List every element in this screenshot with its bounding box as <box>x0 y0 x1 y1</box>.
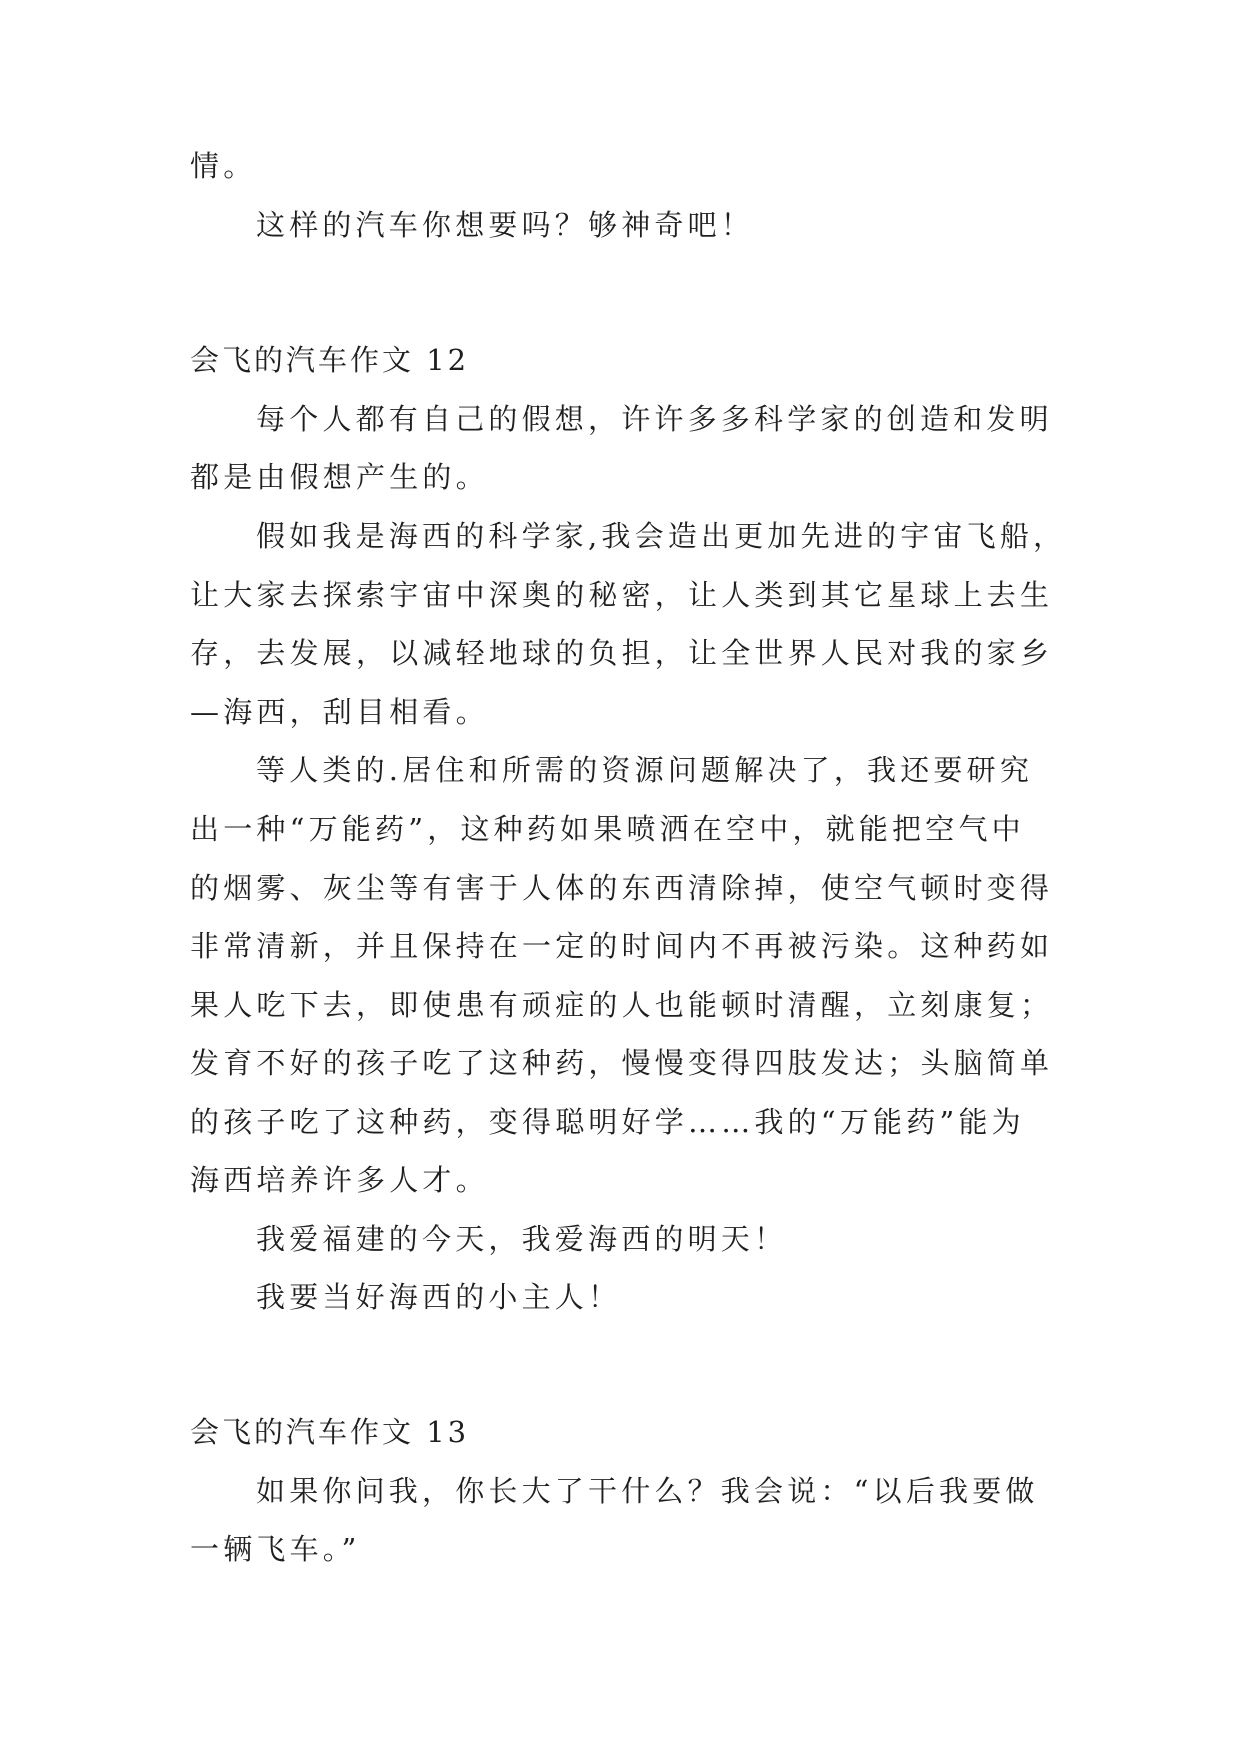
text-line: 的烟雾、灰尘等有害于人体的东西清除掉，使空气顿时变得 <box>190 871 1054 905</box>
text-line: 让大家去探索宇宙中深奥的秘密，让人类到其它星球上去生 <box>190 578 1054 612</box>
text-line: 出一种“万能药”，这种药如果喷洒在空中，就能把空气中 <box>190 812 1025 846</box>
text-line: 如果你问我，你长大了干什么？我会说：“以后我要做 <box>256 1474 1039 1508</box>
text-line: 存，去发展，以减轻地球的负担，让全世界人民对我的家乡 <box>190 636 1054 670</box>
text-line: 情。 <box>190 149 257 183</box>
text-line: 一辆飞车。” <box>190 1532 361 1566</box>
text-line: 都是由假想产生的。 <box>190 460 489 494</box>
text-line: 我爱福建的今天，我爱海西的明天！ <box>256 1222 788 1256</box>
text-line: 等人类的.居住和所需的资源问题解决了，我还要研究 <box>256 753 1034 787</box>
text-line: —海西，刮目相看。 <box>190 695 489 729</box>
text-line: 假如我是海西的科学家,我会造出更加先进的宇宙飞船， <box>256 519 1067 553</box>
text-line: 这样的汽车你想要吗？够神奇吧！ <box>256 208 755 242</box>
section-heading: 会飞的汽车作文 13 <box>190 1415 470 1449</box>
text-line: 果人吃下去，即使患有顽症的人也能顿时清醒，立刻康复； <box>190 988 1054 1022</box>
text-line: 我要当好海西的小主人！ <box>256 1280 622 1314</box>
text-line: 每个人都有自己的假想，许许多多科学家的创造和发明 <box>256 402 1053 436</box>
text-line: 非常清新，并且保持在一定的时间内不再被污染。这种药如 <box>190 929 1054 963</box>
section-heading: 会飞的汽车作文 12 <box>190 343 470 377</box>
text-line: 发育不好的孩子吃了这种药，慢慢变得四肢发达；头脑简单 <box>190 1046 1054 1080</box>
text-line: 海西培养许多人才。 <box>190 1163 489 1197</box>
text-line: 的孩子吃了这种药，变得聪明好学……我的“万能药”能为 <box>190 1105 1025 1139</box>
